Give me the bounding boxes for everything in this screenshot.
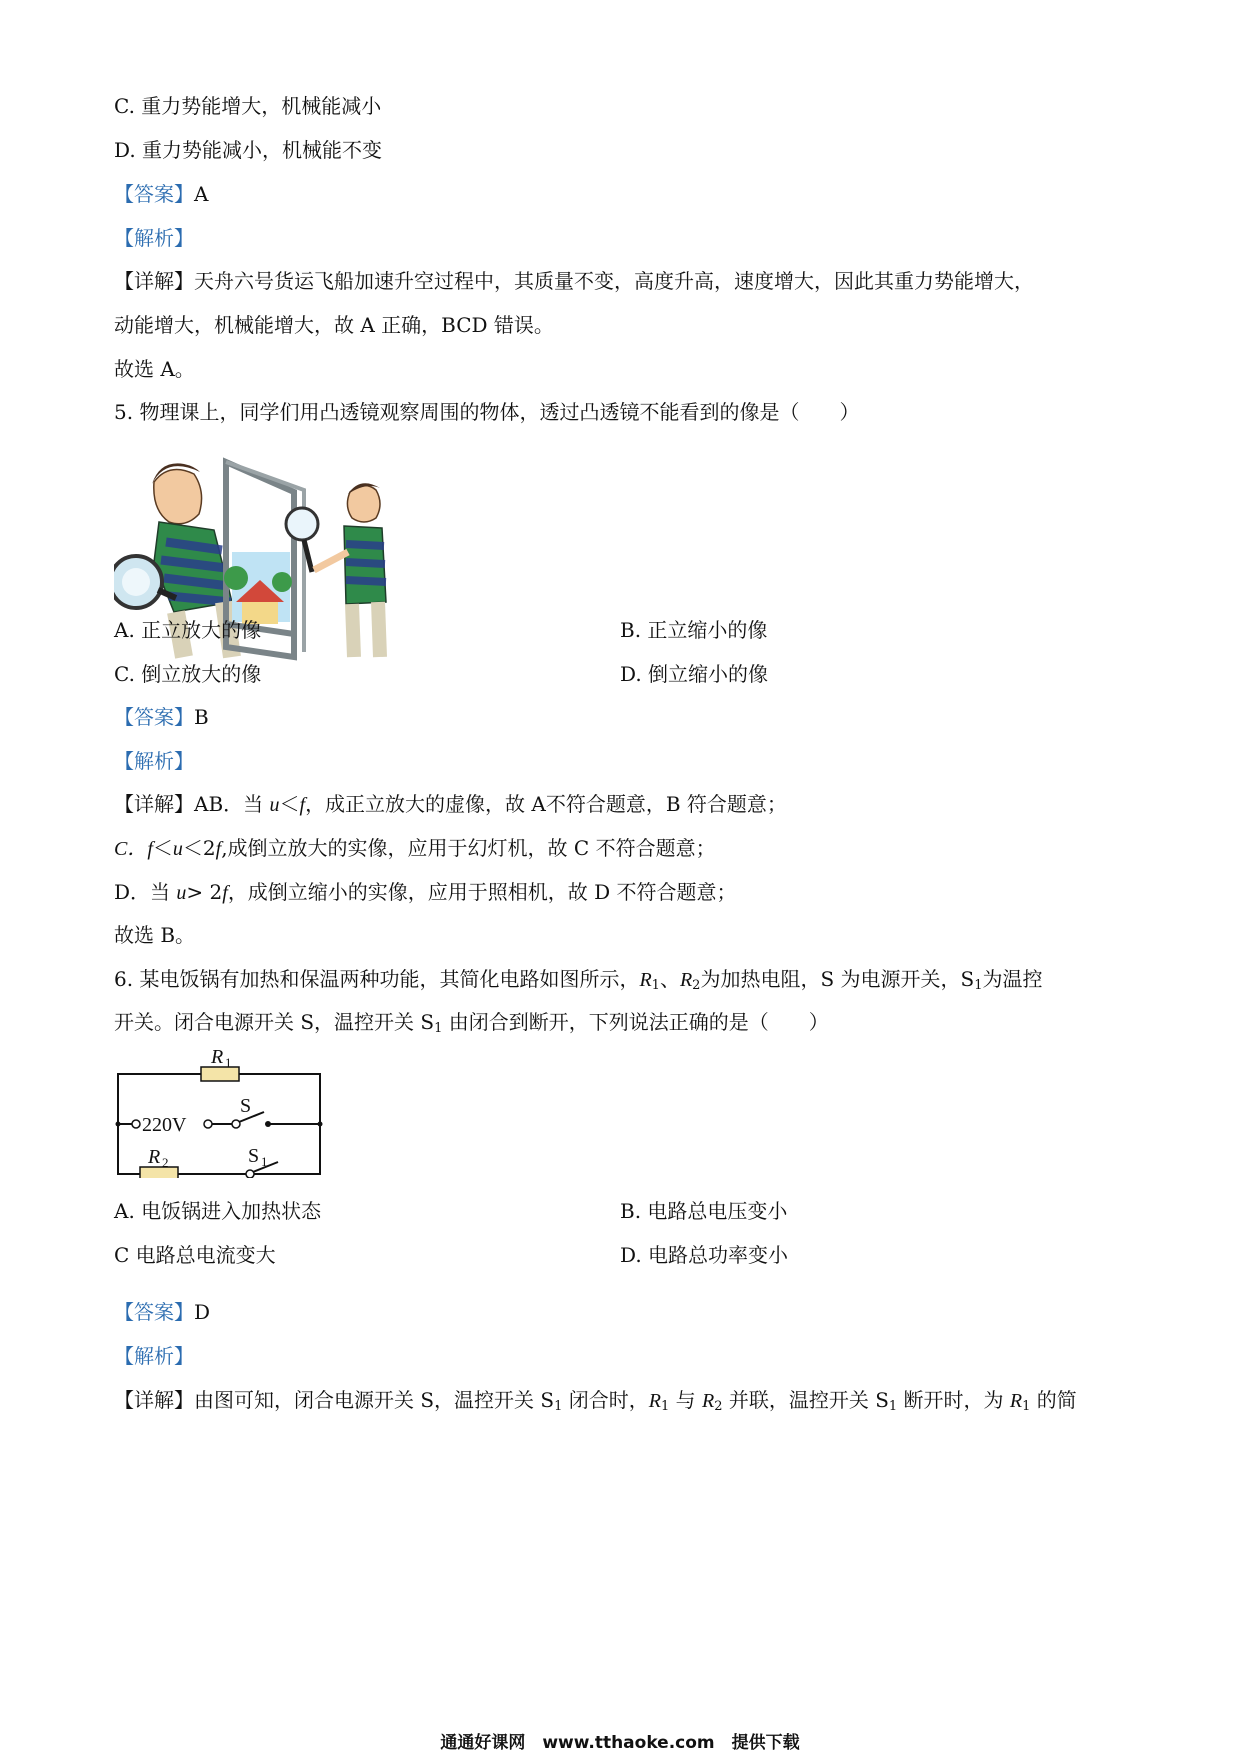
symbol-lt: ＜ bbox=[152, 836, 173, 860]
subscript: 1 bbox=[660, 1399, 670, 1414]
var-u: u bbox=[172, 838, 183, 860]
subscript: 1 bbox=[554, 1399, 563, 1414]
q5-option-a: A. 正立放大的像 bbox=[114, 618, 262, 642]
var-r: R bbox=[701, 1390, 715, 1412]
stem-text: 6. 某电饭锅有加热和保温两种功能，其简化电路如图所示， bbox=[114, 967, 640, 991]
r1-label: R bbox=[211, 1048, 224, 1068]
resistor-r2-icon bbox=[140, 1167, 178, 1178]
r2-label: R bbox=[148, 1146, 161, 1168]
q4-option-d: D. 重力势能减小，机械能不变 bbox=[114, 138, 383, 162]
r2-sub: 2 bbox=[162, 1155, 169, 1170]
stem-text: 、 bbox=[659, 967, 680, 991]
answer-value: D bbox=[194, 1300, 211, 1324]
detail-tag: 【详解】 bbox=[114, 792, 194, 816]
q6-stem-line1 bbox=[114, 965, 1043, 1000]
var-f: f bbox=[222, 882, 228, 904]
stem-text: 开关。闭合电源开关 S，温控开关 S bbox=[114, 1010, 435, 1034]
var-f: f bbox=[299, 794, 306, 816]
q5-detail-line3 bbox=[114, 878, 737, 907]
q4-analysis bbox=[114, 224, 194, 252]
q5-answer bbox=[114, 703, 209, 731]
detail-text: 的简 bbox=[1030, 1388, 1077, 1412]
analysis-tag: 【解析】 bbox=[114, 1344, 194, 1368]
var-r: R bbox=[639, 969, 652, 991]
analysis-tag: 【解析】 bbox=[114, 749, 194, 773]
var-f: f bbox=[147, 838, 153, 860]
q4-detail-line2: 动能增大，机械能增大，故 A 正确，BCD 错误。 bbox=[114, 313, 554, 337]
subscript: 1 bbox=[434, 1021, 443, 1036]
detail-text: AB．当 bbox=[194, 792, 270, 816]
s1-sub: 1 bbox=[261, 1154, 268, 1169]
symbol-gt: > 2 bbox=[186, 880, 223, 904]
q5-stem: 5. 物理课上，同学们用凸透镜观察周围的物体，透过凸透镜不能看到的像是（ ） bbox=[114, 400, 860, 424]
subscript: 2 bbox=[714, 1399, 723, 1414]
var-u: u bbox=[269, 794, 280, 816]
q6-option-a: A. 电饭锅进入加热状态 bbox=[114, 1199, 322, 1223]
subscript: 1 bbox=[974, 978, 983, 993]
q4-option-c: C. 重力势能增大，机械能减小 bbox=[114, 94, 382, 118]
q6-stem-line2 bbox=[114, 1008, 829, 1043]
s-label: S bbox=[240, 1095, 252, 1117]
q5-option-c: C. 倒立放大的像 bbox=[114, 662, 262, 686]
detail-text: 与 bbox=[669, 1388, 702, 1412]
subscript: 1 bbox=[1022, 1399, 1031, 1414]
detail-text: 天舟六号货运飞船加速升空过程中，其质量不变，高度升高，速度增大，因此其重力势能增大， bbox=[194, 269, 1034, 293]
q4-detail-line1 bbox=[114, 267, 1034, 295]
circuit-diagram bbox=[112, 1048, 332, 1178]
detail-text: 断开时，为 bbox=[897, 1388, 1010, 1412]
detail-tag: 【详解】 bbox=[114, 269, 194, 293]
detail-text: D．当 bbox=[114, 880, 177, 904]
answer-value: A bbox=[194, 182, 209, 206]
var-u: u bbox=[176, 882, 187, 904]
symbol-lt: ＜ bbox=[279, 792, 300, 816]
q6-option-c: C 电路总电流变大 bbox=[114, 1243, 276, 1267]
s1-label: S bbox=[248, 1145, 260, 1167]
subscript: 1 bbox=[651, 978, 660, 993]
analysis-tag: 【解析】 bbox=[114, 226, 194, 250]
answer-value: B bbox=[194, 705, 209, 729]
answer-tag: 【答案】 bbox=[114, 705, 194, 729]
answer-tag: 【答案】 bbox=[114, 1300, 194, 1324]
q4-conclusion: 故选 A。 bbox=[114, 357, 195, 381]
q5-option-b: B. 正立缩小的像 bbox=[620, 618, 768, 642]
q6-option-d: D. 电路总功率变小 bbox=[620, 1243, 789, 1267]
detail-text: 闭合时， bbox=[562, 1388, 649, 1412]
stem-text: 由闭合到断开，下列说法正确的是（ ） bbox=[442, 1010, 829, 1034]
detail-text: C． bbox=[114, 838, 148, 860]
q5-conclusion: 故选 B。 bbox=[114, 923, 196, 947]
q6-analysis bbox=[114, 1342, 194, 1370]
q5-option-d: D. 倒立缩小的像 bbox=[620, 662, 769, 686]
detail-tag: 【详解】 bbox=[114, 1388, 194, 1412]
subscript: 1 bbox=[888, 1399, 898, 1414]
var-r: R bbox=[648, 1390, 661, 1412]
detail-text: 由图可知，闭合电源开关 S，温控开关 S bbox=[194, 1388, 555, 1412]
q5-analysis bbox=[114, 747, 194, 775]
detail-text: ，成正立放大的虚像，故 A不符合题意，B 符合题意； bbox=[305, 792, 787, 816]
detail-text: 并联，温控开关 S bbox=[722, 1388, 889, 1412]
page-footer: 通通好课网 www.tthaoke.com 提供下载 bbox=[440, 1733, 800, 1753]
var-r: R bbox=[679, 969, 693, 991]
voltage-label: 220V bbox=[142, 1114, 187, 1136]
q6-answer bbox=[114, 1298, 210, 1326]
resistor-r1-icon bbox=[201, 1067, 239, 1081]
answer-tag: 【答案】 bbox=[114, 182, 194, 206]
q5-detail-line2 bbox=[114, 834, 716, 863]
r1-sub: 1 bbox=[225, 1055, 232, 1070]
q4-answer bbox=[114, 180, 208, 208]
var-f: f bbox=[215, 838, 222, 860]
q6-detail-line1 bbox=[114, 1386, 1077, 1421]
boy-at-window-icon bbox=[286, 483, 386, 657]
stem-text: 为加热电阻，S 为电源开关，S bbox=[700, 967, 975, 991]
q6-option-b: B. 电路总电压变小 bbox=[620, 1199, 788, 1223]
q5-detail-line1 bbox=[114, 790, 787, 819]
symbol-lt: ＜2 bbox=[182, 836, 216, 860]
var-r: R bbox=[1009, 1390, 1023, 1412]
detail-text: ，成倒立缩小的实像，应用于照相机，故 D 不符合题意； bbox=[227, 880, 737, 904]
subscript: 2 bbox=[692, 978, 701, 993]
stem-text: 为温控 bbox=[982, 967, 1043, 991]
detail-text: ,成倒立放大的实像，应用于幻灯机，故 C 不符合题意； bbox=[221, 836, 716, 860]
